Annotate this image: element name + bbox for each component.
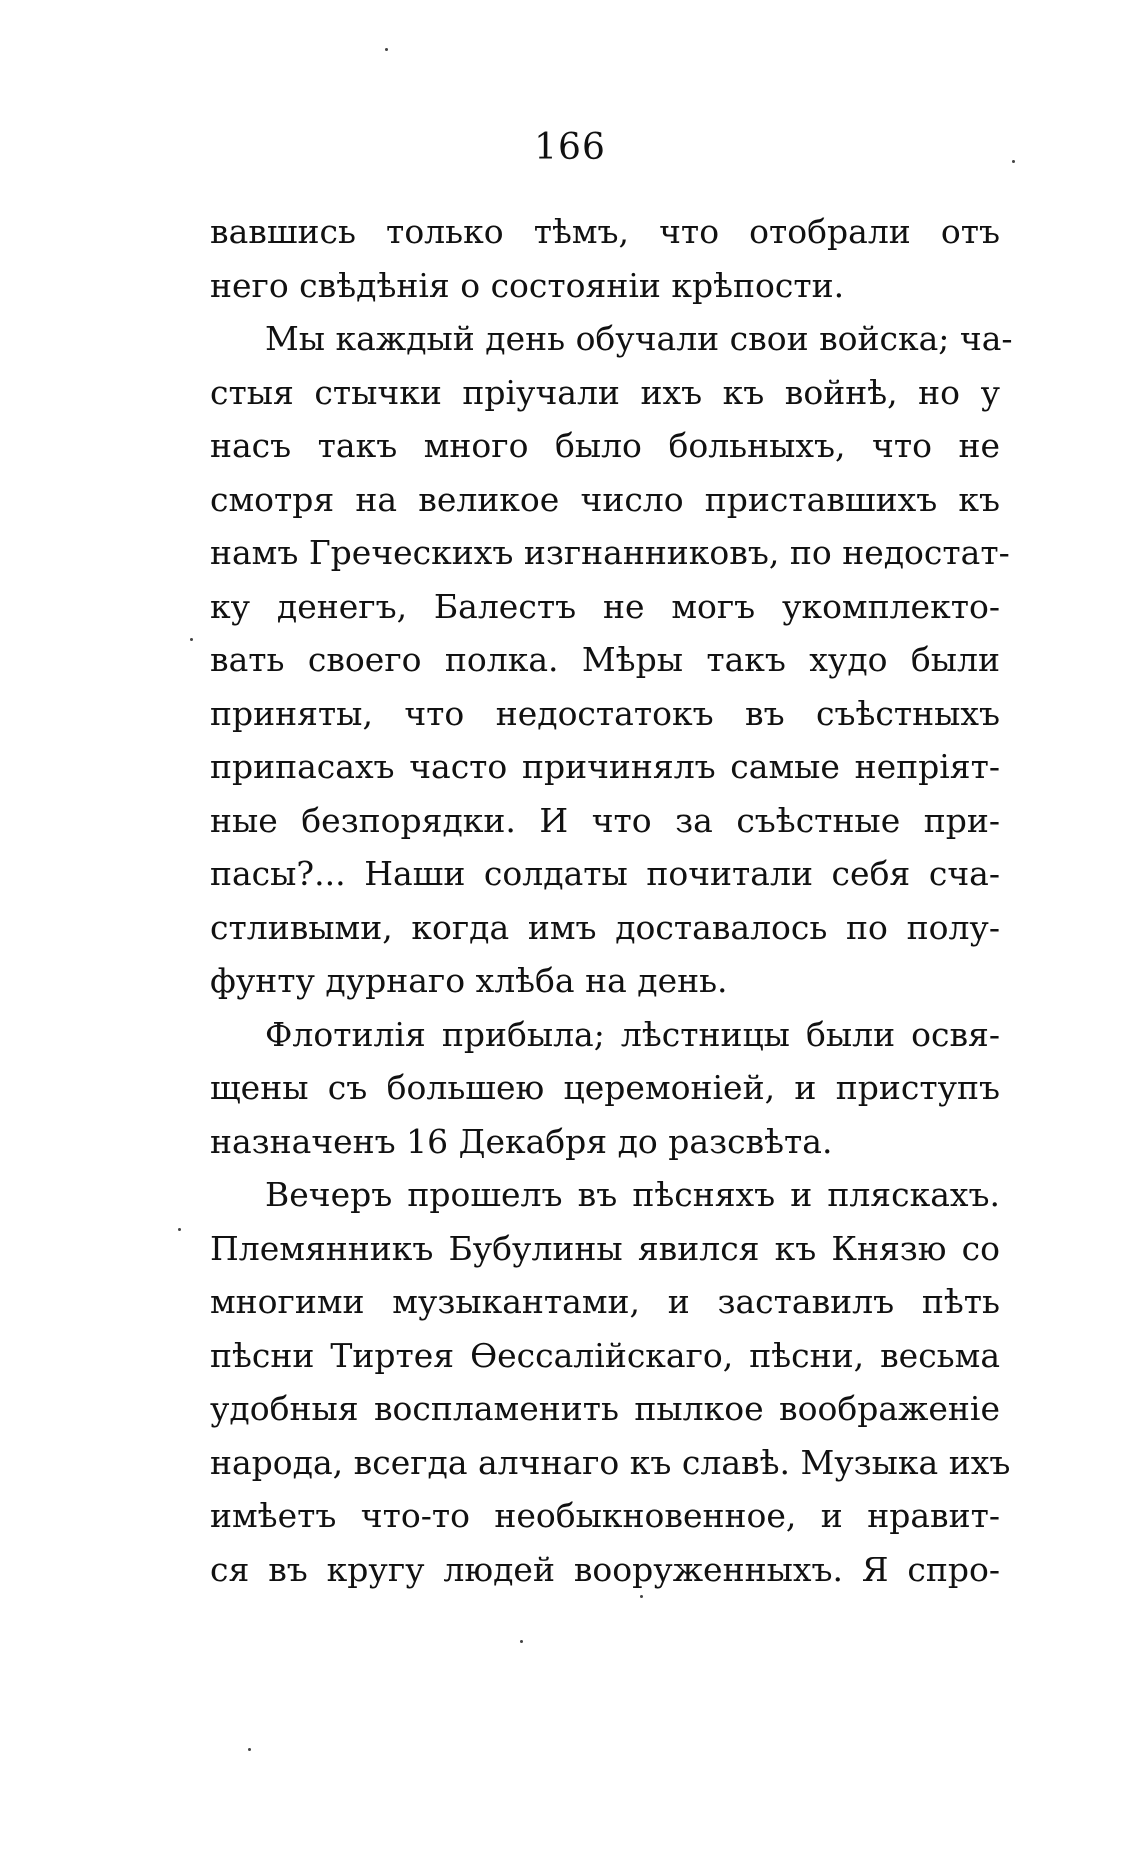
text-line: вать своего полка. Мѣры такъ худо были xyxy=(210,640,1000,679)
text-line: намъ Греческихъ изгнанниковъ, по недостат- xyxy=(210,533,1010,572)
text-line: ку денегъ, Балестъ не могъ укомплекто- xyxy=(210,586,1000,626)
text-line: припасахъ часто причинялъ самые непріят- xyxy=(210,747,1000,786)
text-line: смотря на великое число приставшихъ къ xyxy=(210,479,1000,519)
page-number: 166 xyxy=(534,127,606,168)
text-line: него свѣдѣнія о состояніи крѣпости. xyxy=(210,265,845,305)
paper-speck xyxy=(385,48,388,51)
paper-speck xyxy=(178,1228,181,1231)
text-line: назначенъ 16 Декабря до разсвѣта. xyxy=(210,1121,833,1161)
body-text xyxy=(210,205,1013,1596)
text-line: имѣетъ что-то необыкновенное, и нравит- xyxy=(210,1496,1000,1535)
paragraph-start-line: Вечеръ прошелъ въ пѣсняхъ и пляскахъ. xyxy=(265,1175,1000,1214)
paper-speck xyxy=(640,1595,643,1598)
text-line: ные безпорядки. И что за съѣстные при- xyxy=(210,800,1000,840)
paper-speck xyxy=(1012,160,1015,163)
paper-speck xyxy=(190,638,193,641)
text-line: вавшись только тѣмъ, что отобрали отъ xyxy=(210,212,1000,251)
paragraph-start-line: Флотилія прибыла; лѣстницы были освя- xyxy=(265,1014,1000,1054)
text-line: Племянникъ Бубулины явился къ Князю со xyxy=(210,1228,1000,1268)
text-line: приняты, что недостатокъ въ съѣстныхъ xyxy=(210,693,1000,733)
paper-speck xyxy=(520,1640,523,1643)
paper-speck xyxy=(248,1748,251,1751)
text-line: насъ такъ много было больныхъ, что не xyxy=(210,426,1000,465)
text-line: многими музыкантами, и заставилъ пѣть xyxy=(210,1282,1000,1321)
text-line: фунту дурнаго хлѣба на день. xyxy=(210,961,728,1000)
text-line: стливыми, когда имъ доставалось по полу- xyxy=(210,907,1000,947)
text-line: пѣсни Тиртея Ѳессалійскаго, пѣсни, весьма xyxy=(210,1335,1000,1375)
text-line: удобныя воспламенить пылкое воображеніе xyxy=(210,1389,1000,1428)
text-line: стыя стычки пріучали ихъ къ войнѣ, но у xyxy=(210,372,1000,412)
text-line: пасы?... Наши солдаты почитали себя сча- xyxy=(210,854,1000,893)
paragraph-start-line: Мы каждый день обучали свои войска; ча- xyxy=(265,319,1013,358)
text-line: щены съ большею церемоніей, и приступъ xyxy=(210,1068,1000,1107)
text-line: ся въ кругу людей вооруженныхъ. Я спро- xyxy=(210,1549,1000,1589)
text-line: народа, всегда алчнаго къ славѣ. Музыка ихъ xyxy=(210,1442,1011,1482)
